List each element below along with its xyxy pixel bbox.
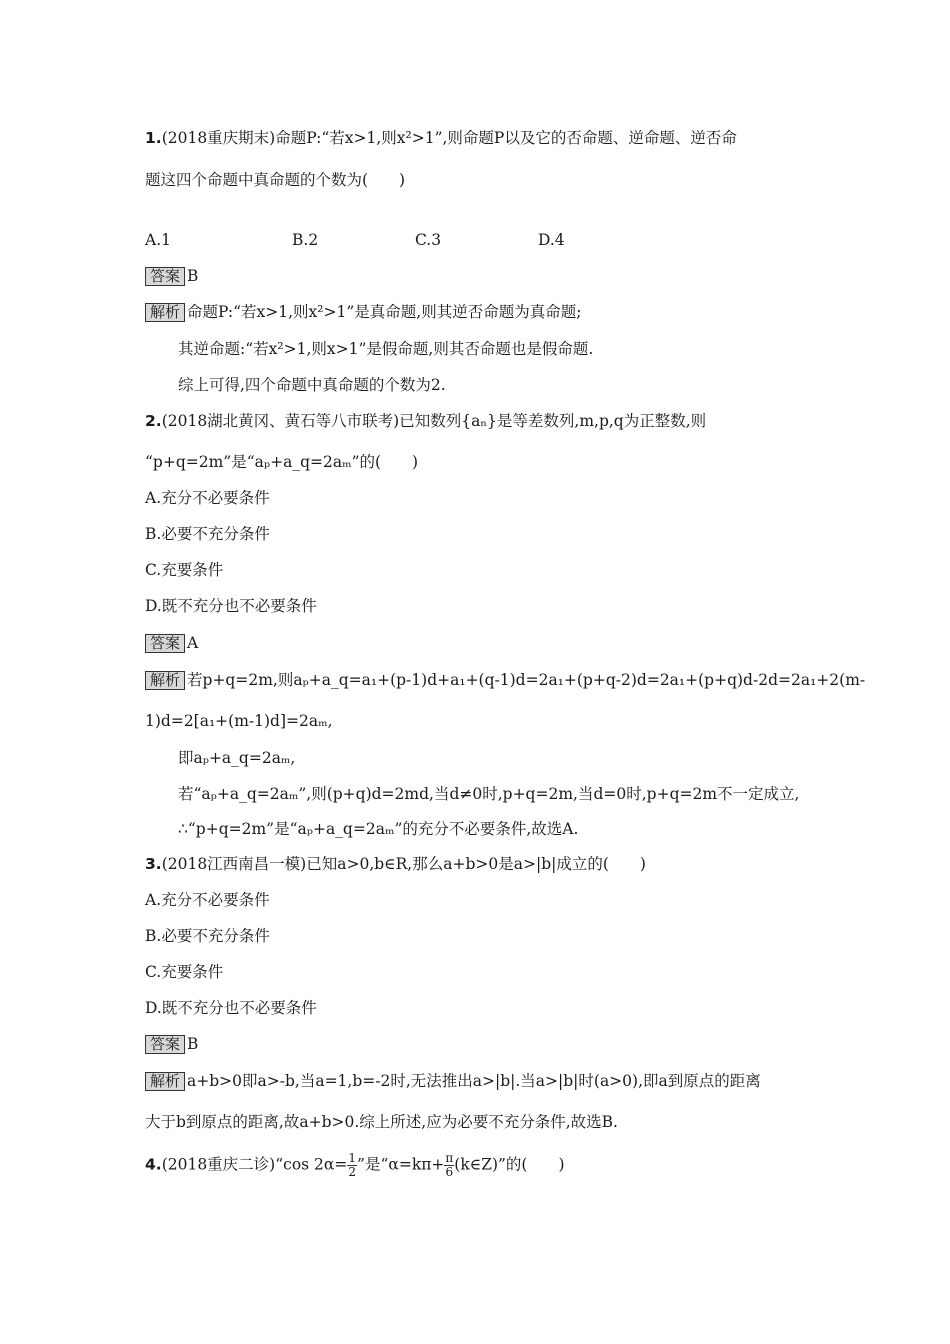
- q2-analysis-line5: ∴“p+q=2m”是“aₚ+a_q=2aₘ”的充分不必要条件,故选A.: [178, 820, 579, 838]
- q3-line1: [145, 854, 646, 874]
- q4-line1: [145, 1152, 565, 1179]
- q3-stem: (2018江西南昌一模)已知a>0,b∈R,那么a+b>0是a>|b|成立的( ): [161, 855, 646, 873]
- q2-analysis-line3: 即aₚ+a_q=2aₘ,: [178, 749, 296, 767]
- q2-analysis-line1: [145, 670, 865, 690]
- frac1-numerator: 1: [348, 1151, 357, 1165]
- q3-option-b: B.必要不充分条件: [145, 927, 270, 945]
- q1-analysis-line3: 综上可得,四个命题中真命题的个数为2.: [178, 376, 446, 394]
- q3-answer: [145, 1034, 198, 1054]
- q3-option-a: A.充分不必要条件: [145, 891, 270, 909]
- q1-line1: [145, 128, 737, 148]
- q1-answer: [145, 266, 198, 286]
- q1-analysis-text: 命题P:“若x>1,则x²>1”是真命题,则其逆否命题为真命题;: [187, 303, 582, 321]
- q3-option-c: C.充要条件: [145, 963, 224, 981]
- q3-option-d: D.既不充分也不必要条件: [145, 999, 317, 1017]
- q2-option-d: D.既不充分也不必要条件: [145, 597, 317, 615]
- q2-line2: “p+q=2m”是“aₚ+a_q=2aₘ”的( ): [145, 453, 419, 471]
- q2-analysis-text: 若p+q=2m,则aₚ+a_q=a₁+(p-1)d+a₁+(q-1)d=2a₁+(p+q-2)d=2a₁+(p+q)d-2d=2a₁+2(m-: [187, 671, 866, 689]
- q1-answer-value: B: [187, 267, 199, 285]
- q3-answer-value: B: [187, 1035, 199, 1053]
- q1-option-b: B.2: [292, 231, 319, 249]
- q2-stem: (2018湖北黄冈、黄石等八市联考)已知数列{aₙ}是等差数列,m,p,q为正整数,则: [161, 412, 707, 430]
- q3-analysis-text: a+b>0即a>-b,当a=1,b=-2时,无法推出a>|b|.当a>|b|时(a>0),即a到原点的距离: [187, 1072, 761, 1090]
- q2-line1: [145, 411, 706, 431]
- q3-analysis-line2: 大于b到原点的距离,故a+b>0.综上所述,应为必要不充分条件,故选B.: [145, 1113, 618, 1131]
- q1-option-a: A.1: [145, 231, 171, 249]
- q1-analysis-line2: 其逆命题:“若x²>1,则x>1”是假命题,则其否命题也是假命题.: [178, 340, 594, 358]
- q2-analysis-line2: 1)d=2[a₁+(m-1)d]=2aₘ,: [145, 712, 333, 730]
- q1-stem: (2018重庆期末)命题P:“若x>1,则x²>1”,则命题P以及它的否命题、逆命题、逆否命: [161, 129, 737, 147]
- q2-number: 2.: [145, 412, 162, 430]
- answer-tag: 答案: [145, 634, 185, 653]
- q3-analysis-line1: [145, 1071, 761, 1091]
- q1-option-c: C.3: [415, 231, 442, 249]
- q2-option-a: A.充分不必要条件: [145, 489, 270, 507]
- frac2-numerator: π: [445, 1151, 454, 1165]
- answer-tag: 答案: [145, 1035, 185, 1054]
- q1-option-d: D.4: [538, 231, 565, 249]
- q2-answer: [145, 633, 198, 653]
- q4-suffix: (k∈Z)”的( ): [454, 1155, 565, 1174]
- analysis-tag: 解析: [145, 671, 185, 690]
- q1-number: 1.: [145, 129, 162, 147]
- frac1-denominator: 2: [348, 1165, 357, 1179]
- fraction-pi-sixth: [444, 1152, 454, 1179]
- fraction-one-half: [347, 1152, 357, 1179]
- q4-prefix: (2018重庆二诊)“cos 2α=: [161, 1155, 348, 1174]
- q2-option-b: B.必要不充分条件: [145, 525, 270, 543]
- q1-line2: 题这四个命题中真命题的个数为( ): [145, 171, 406, 189]
- answer-tag: 答案: [145, 267, 185, 286]
- q2-analysis-line4: 若“aₚ+a_q=2aₘ”,则(p+q)d=2md,当d≠0时,p+q=2m,当d=0时,p+q=2m不一定成立,: [178, 785, 800, 803]
- q3-number: 3.: [145, 855, 162, 873]
- q1-analysis-line1: [145, 302, 581, 322]
- q2-answer-value: A: [187, 634, 199, 652]
- q2-option-c: C.充要条件: [145, 561, 224, 579]
- analysis-tag: 解析: [145, 1072, 185, 1091]
- frac2-denominator: 6: [445, 1165, 454, 1179]
- q4-number: 4.: [145, 1155, 162, 1174]
- q4-middle: ”是“α=kπ+: [357, 1155, 445, 1174]
- analysis-tag: 解析: [145, 303, 185, 322]
